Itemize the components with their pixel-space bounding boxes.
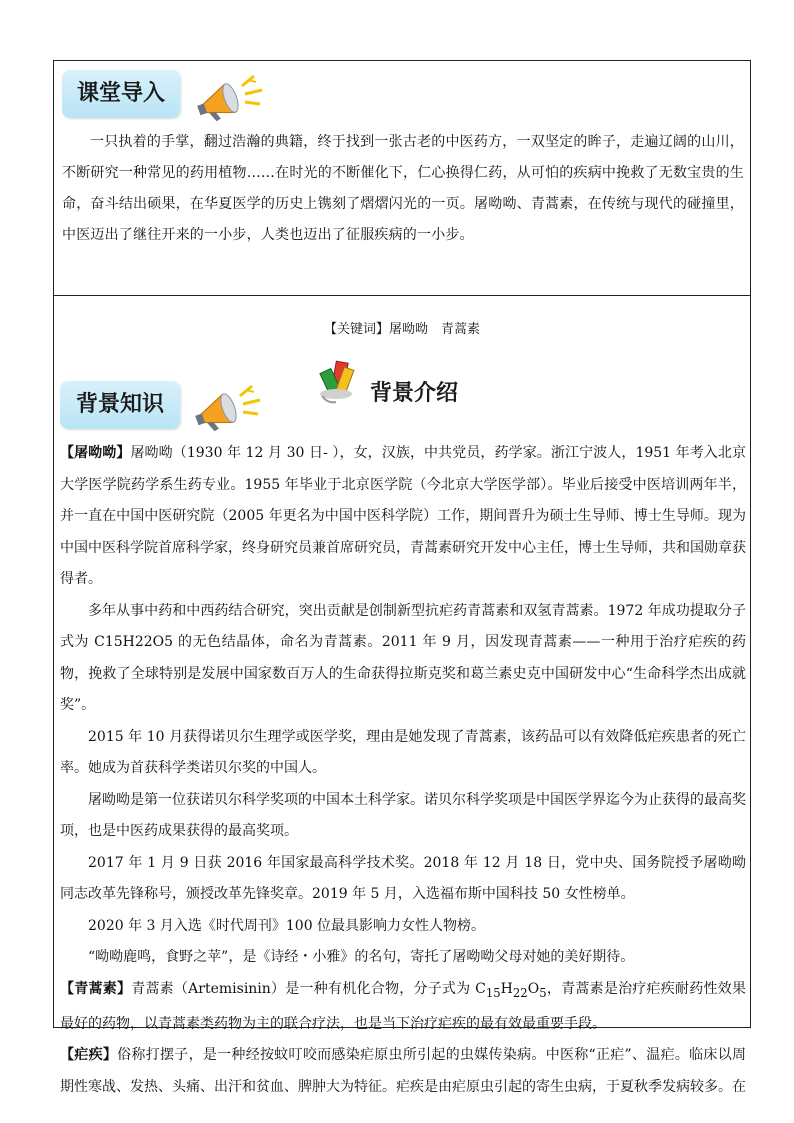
malaria-paragraph [60,1040,746,1103]
paragraph-text: ，青蒿素是治疗疟疾耐药性效果最好的药物，以青蒿素类药物为主的联合疗法，也是当下治疗疟疾的最有效最重要手段。 [60,980,746,1032]
formula-element: H [500,980,513,997]
first-laureate-paragraph: 屠呦呦是第一位获诺贝尔科学奖项的中国本土科学家。诺贝尔科学奖项是中国医学界迄今为止获得的最高奖项，也是中医药成果获得的最高奖项。 [60,791,746,839]
intro-section-badge: 课堂导入 [62,70,180,118]
research-paragraph: 多年从事中药和中西药结合研究，突出贡献是创制新型抗疟药青蒿素和双氢青蒿素。1972 年成功提取分子式为 C15H22O5 的无色结晶体，命名为青蒿素。2011 年 9 月，因发现青蒿素——一种用于治疗疟疾的药物，挽救了全球特别是发展中国家数百万人的生命获得拉斯克奖和葛兰素史克中国研发中心“生命科学杰出成就奖”。 [60,602,746,713]
paragraph-text: 俗称打摆子，是一种经按蚊叮咬而感染疟原虫所引起的虫媒传染病。中医称“正疟”、温疟。临床以周期性寒战、发热、头痛、出汗和贫血、脾肿大为特征。疟疾是由疟原虫引起的寄生虫病，于夏秋季发病较多。在 [60,1047,746,1095]
term-label: 【疟疾】 [60,1047,118,1064]
paragraph-text: 屠呦呦（1930 年 12 月 30 日- ），女，汉族，中共党员，药学家。浙江宁波人，1951 年考入北京大学医学院药学系生药专业。1955 年毕业于北京医学院（今北京大学医学部）。毕业后接受中医培训两年半，并一直在中国中医研究院（2005 年更名为中国中医科学院）工作，期间晋升为硕士生导师、博士生导师。现为中国中医科学院首席科学家，终身研究员兼首席研究员，青蒿素研究开发中心主任，博士生导师，共和国勋章获得者。 [60,445,746,587]
poem-paragraph: “呦呦鹿鸣，食野之苹”，是《诗经・小雅》的名句，寄托了屠呦呦父母对她的美好期待。 [88,949,635,965]
formula-subscript: 22 [512,985,528,1000]
artemisinin-paragraph [60,974,746,1041]
nobel-paragraph: 2015 年 10 月获得诺贝尔生理学或医学奖，理由是她发现了青蒿素，该药品可以有效降低疟疾患者的死亡率。她成为首获科学类诺贝尔奖的中国人。 [60,728,746,776]
background-body [60,438,746,1103]
background-title: 背景介绍 [370,381,459,406]
formula-subscript: 15 [485,985,501,1000]
term-label: 【青蒿素】 [60,980,132,997]
books-icon [314,356,358,406]
formula-subscript: 5 [539,985,547,1000]
awards-paragraph: 2017 年 1 月 9 日获 2016 年国家最高科学技术奖。2018 年 12 月 18 日，党中央、国务院授予屠呦呦同志改革先锋称号，颁授改革先锋奖章。2019 年 5 月，入选福布斯中国科技 50 女性榜单。 [60,854,746,902]
megaphone-icon [188,380,264,436]
paragraph-text: 青蒿素（Artemisinin）是一种有机化合物，分子式为 C [131,980,486,997]
tu-youyou-paragraph [60,438,746,596]
section-divider [53,295,751,296]
background-section-badge: 背景知识 [60,381,180,429]
intro-paragraph: 一只执着的手掌，翻过浩瀚的典籍，终于找到一张古老的中医药方，一双坚定的眸子，走遍辽阔的山川，不断研究一种常见的药用植物……在时光的不断催化下，仁心换得仁药，从可怕的疾病中挽救了无数宝贵的生命，奋斗结出硕果，在华夏医学的历史上镌刻了熠熠闪光的一页。屠呦呦、青蒿素，在传统与现代的碰撞里，中医迈出了继往开来的一小步，人类也迈出了征服疾病的一小步。 [62,134,744,243]
time-list-paragraph: 2020 年 3 月入选《时代周刊》100 位最具影响力女性人物榜。 [88,917,486,934]
keywords-line: 【关键词】屠呦呦 青蒿素 [323,322,480,337]
megaphone-icon [190,70,266,126]
term-label: 【屠呦呦】 [60,445,131,461]
formula-element: O [527,980,540,997]
